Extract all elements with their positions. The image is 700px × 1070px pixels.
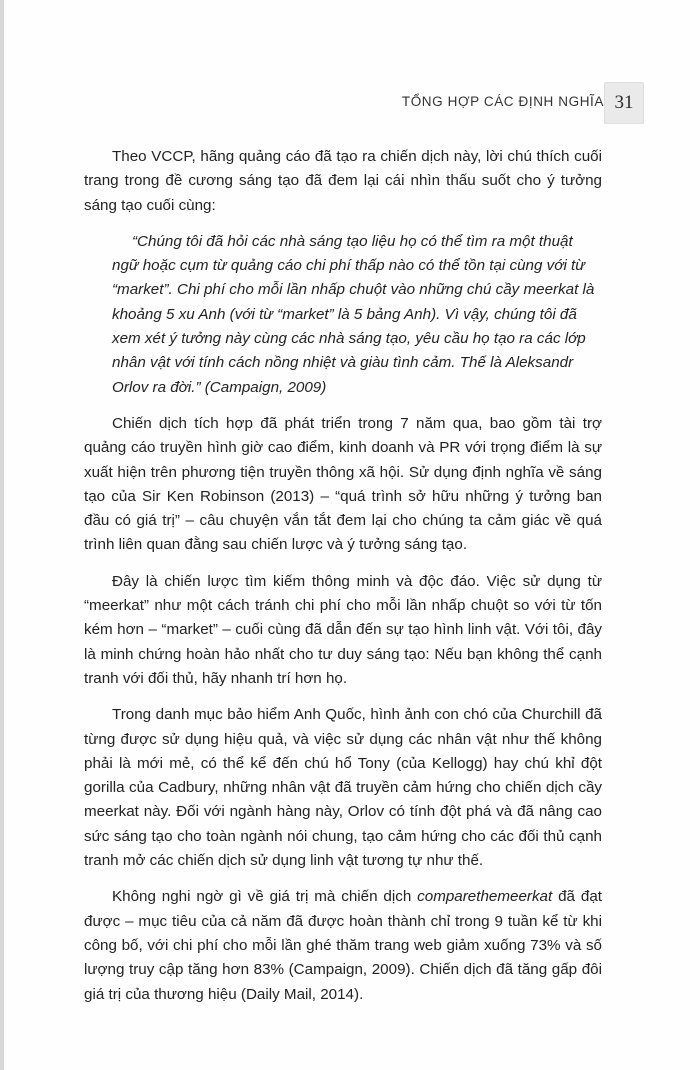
paragraph-5-lead: Không nghi ngờ gì về giá trị mà chiến dịch: [112, 888, 418, 906]
page-edge: [0, 0, 4, 1070]
paragraph-5-rest: đã đạt được – mục tiêu của cả năm đã được hoàn thành chỉ trong 9 tuần kể từ khi công bố, với chi phí cho mỗi lần ghé thăm trang web giảm xuống 73% và số lượng truy cập tăng hơn 83% (Campaign, 2009). Chiến dịch đã tăng gấp đôi giá trị của thương hiệu (Daily Mail, 2014).: [84, 888, 602, 1003]
page-number-box: [604, 82, 644, 124]
block-quote: “Chúng tôi đã hỏi các nhà sáng tạo liệu họ có thể tìm ra một thuật ngữ hoặc cụm từ quảng cáo chi phí thấp nào có thể tồn tại cùng với từ “market”. Chi phí cho mỗi lần nhấp chuột vào những chú cầy meerkat là khoảng 5 xu Anh (với từ “market” là 5 bảng Anh). Vì vậy, chúng tôi đã xem xét ý tưởng này cùng các nhà sáng tạo, yêu cầu họ tạo ra các lớp nhân vật với tính cách nồng nhiệt và giàu tình cảm. Thế là Aleksandr Orlov ra đời.” (Campaign, 2009): [112, 232, 595, 396]
page-number: 31: [614, 92, 634, 113]
paragraph-1: Theo VCCP, hãng quảng cáo đã tạo ra chiến dịch này, lời chú thích cuối trang trong đề cương sáng tạo đã đem lại cái nhìn thấu suốt cho ý tưởng sáng tạo cuối cùng:: [84, 148, 602, 214]
paragraph-2: Chiến dịch tích hợp đã phát triển trong 7 năm qua, bao gồm tài trợ quảng cáo truyền hình giờ cao điểm, kinh doanh và PR với trọng điểm là sự xuất hiện trên phương tiện truyền thông xã hội. Sử dụng định nghĩa về sáng tạo của Sir Ken Robinson (2013) – “quá trình sở hữu những ý tưởng ban đầu có giá trị” – câu chuyện vắn tắt đem lại cho chúng ta cảm giác về quá trình liên quan đằng sau chiến lược và ý tưởng sáng tạo.: [84, 414, 602, 554]
running-head: TỔNG HỢP CÁC ĐỊNH NGHĨA: [401, 94, 604, 109]
paragraph-4: Trong danh mục bảo hiểm Anh Quốc, hình ảnh con chó của Churchill đã từng được sử dụng hiệu quả, và việc sử dụng các nhân vật như thế không phải là mới mẻ, có thể kể đến chú hổ Tony (của Kellogg) hay chú khỉ đột gorilla của Cadbury, những nhân vật đã truyền cảm hứng cho chiến dịch cầy meerkat này. Đối với ngành hàng này, Orlov có tính đột phá và đã nâng cao sức sáng tạo cho toàn ngành nói chung, tạo cảm hứng cho các đối thủ cạnh tranh mở các chiến dịch sử dụng linh vật tương tự như thế.: [84, 706, 602, 870]
campaign-name: comparethemeerkat: [417, 888, 553, 906]
paragraph-3: Đây là chiến lược tìm kiếm thông minh và độc đáo. Việc sử dụng từ “meerkat” như một cách tránh chi phí cho mỗi lần nhấp chuột so với từ tốn kém hơn – “market” – cuối cùng đã dẫn đến sự tạo hình linh vật. Với tôi, đây là minh chứng hoàn hảo nhất cho tư duy sáng tạo: Nếu bạn không thể cạnh tranh với đối thủ, hãy nhanh trí hơn họ.: [84, 572, 602, 687]
page-header: [0, 82, 700, 126]
body-text: [84, 145, 602, 1019]
paragraph-5: [84, 885, 602, 1006]
